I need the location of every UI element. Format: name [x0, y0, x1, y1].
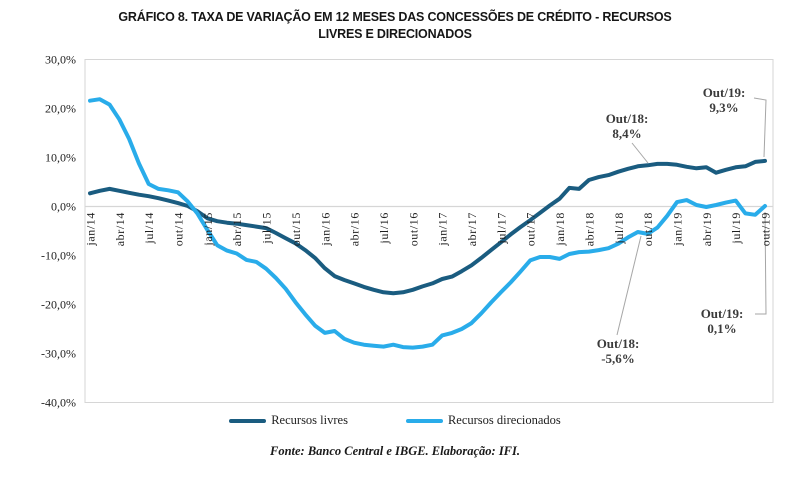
annotation-direcionados-out18	[568, 337, 668, 366]
x-axis-tick-label: jan/15	[200, 212, 215, 246]
y-axis-tick-label: 0,0%	[51, 199, 76, 214]
x-axis-tick-label: out/18	[641, 212, 656, 247]
x-axis-tick-label: out/14	[171, 212, 186, 247]
annotation-label: Out/18:	[605, 111, 649, 126]
y-axis-tick-label: 20,0%	[45, 101, 76, 116]
x-axis-tick-label: jan/14	[83, 212, 98, 246]
annotation-label: Out/19:	[700, 306, 744, 321]
annotation-label: Out/19:	[702, 85, 746, 100]
y-axis-tick-label: -20,0%	[41, 297, 76, 312]
annotation-value: 9,3%	[709, 99, 739, 115]
chart-title-line2: LIVRES E DIRECIONADOS	[318, 27, 472, 41]
y-axis-tick-label: -10,0%	[41, 248, 76, 263]
legend-label: Recursos direcionados	[447, 413, 561, 427]
legend-line-swatch	[406, 419, 443, 423]
x-axis-tick-label: jul/18	[611, 212, 626, 244]
x-axis-tick-label: jul/15	[259, 212, 274, 244]
x-axis-tick-label: jul/14	[142, 212, 157, 244]
x-axis-tick-label: abr/18	[582, 212, 597, 247]
legend-line-swatch	[229, 419, 266, 423]
x-axis-tick-label: out/15	[288, 212, 303, 247]
source-note: Fonte: Banco Central e IBGE. Elaboração: IFI.	[269, 444, 521, 458]
legend-item-recursos-direcionados	[406, 413, 561, 428]
x-axis-tick-label: out/16	[406, 212, 421, 247]
x-axis-tick-label: jan/17	[435, 212, 450, 246]
annotation-livres-out19	[674, 86, 774, 115]
y-axis-tick-label: -30,0%	[41, 346, 76, 361]
x-axis-tick-label: abr/16	[347, 212, 362, 247]
annotation-value: 8,4%	[612, 125, 642, 141]
x-axis-tick-label: jan/18	[553, 212, 568, 246]
x-axis-tick-label: jan/19	[670, 212, 685, 246]
x-axis-tick-label: out/17	[523, 212, 538, 247]
chart-legend	[0, 413, 790, 428]
x-axis-tick-label: jul/16	[376, 212, 391, 244]
y-axis-tick-label: 30,0%	[45, 52, 76, 67]
x-axis-tick-label: abr/14	[112, 212, 127, 247]
x-axis-tick-label: jan/16	[318, 212, 333, 246]
chart-title-line1: GRÁFICO 8. TAXA DE VARIAÇÃO EM 12 MESES DAS CONCESSÕES DE CRÉDITO - RECURSOS	[118, 10, 672, 24]
x-axis-tick-label: abr/17	[465, 212, 480, 247]
annotation-value: -5,6%	[601, 350, 635, 366]
annotation-value: 0,1%	[707, 320, 737, 336]
leader-line-direcionados-out18	[617, 236, 641, 335]
chart-title	[0, 9, 790, 43]
series-line-recursos-livres	[90, 161, 765, 293]
x-axis-tick-label: jul/17	[494, 212, 509, 244]
y-axis-tick-label: 10,0%	[45, 150, 76, 165]
leader-line-livres-out18	[632, 143, 648, 163]
x-axis-tick-label: out/19	[758, 212, 773, 247]
annotation-livres-out18	[577, 112, 677, 141]
legend-item-recursos-livres	[229, 413, 348, 428]
annotation-label: Out/18:	[596, 336, 640, 351]
x-axis-tick-label: jul/19	[729, 212, 744, 244]
annotation-direcionados-out19	[672, 307, 772, 336]
legend-label: Recursos livres	[271, 413, 348, 427]
y-axis-tick-label: -40,0%	[41, 395, 76, 410]
x-axis-tick-label: abr/19	[699, 212, 714, 247]
x-axis-tick-label: abr/15	[230, 212, 245, 247]
